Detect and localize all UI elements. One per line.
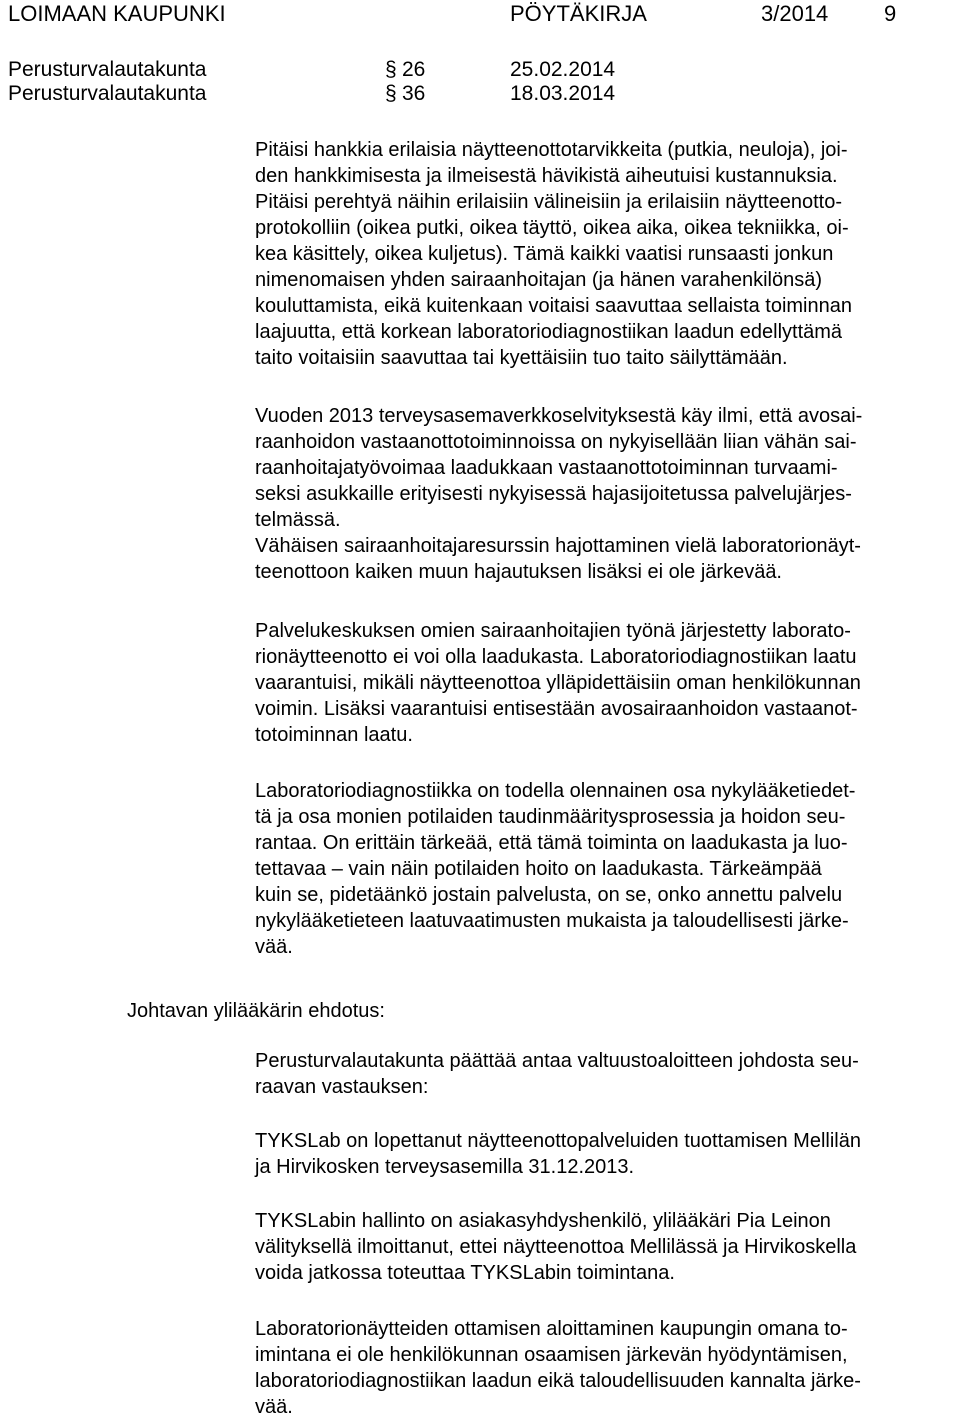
text-line: raanhoitajatyövoimaa laadukkaan vastaanottotoiminnan turvaami- (255, 457, 838, 479)
text-line: nimenomaisen yhden sairaanhoitajan (ja hänen varahenkilönsä) (255, 269, 823, 291)
text-line: välityksellä ilmoittanut, ettei näytteenottoa Mellilässä ja Hirvikoskella (255, 1236, 857, 1258)
section-symbol: § (385, 82, 397, 105)
text-line: vää. (255, 936, 293, 958)
page-number: 9 (884, 1, 897, 26)
section-number: 36 (402, 82, 426, 105)
section-symbol: § (385, 58, 397, 81)
text-line: imintana ei ole henkilökunnan osaamisen järkevän hyödyntämisen, (255, 1344, 848, 1366)
paragraph (255, 1128, 955, 1180)
text-line: TYKSLabin hallinto on asiakasyhdyshenkilö, ylilääkäri Pia Leinon (255, 1210, 831, 1232)
text-line: Vuoden 2013 terveysasemaverkkoselvityksestä käy ilmi, että avosai- (255, 405, 863, 427)
text-line: Perusturvalautakunta päättää antaa valtuustoaloitteen johdosta seu- (255, 1050, 859, 1072)
text-line: kouluttamista, eikä kuitenkaan voitaisi saavuttaa sellaista toiminnan (255, 295, 852, 317)
text-line: protokolliin (oikea putki, oikea täyttö, oikea aika, oikea tekniikka, oi- (255, 217, 849, 239)
committee-name: Perusturvalautakunta (8, 82, 207, 105)
text-line: den hankkimisesta ja ilmeisestä hävikistä aiheutuisi kustannuksia. (255, 165, 838, 187)
text-line: seksi asukkaille erityisesti nykyisessä hajasijoitetussa palvelujärjes- (255, 483, 852, 505)
text-line: vaarantuisi, mikäli näytteenottoa ylläpidettäisiin oman henkilökunnan (255, 672, 861, 694)
text-line: rionäytteenotto ei voi olla laadukasta. Laboratoriodiagnostiikan laatu (255, 646, 857, 668)
text-line: vää. (255, 1396, 293, 1418)
text-line: TYKSLab on lopettanut näytteenottopalveluiden tuottamisen Mellilän (255, 1130, 861, 1152)
text-line: Laboratoriodiagnostiikka on todella olennainen osa nykylääketiedet- (255, 780, 856, 802)
text-line: rantaa. On erittäin tärkeää, että tämä toiminta on laadukasta ja luo- (255, 832, 848, 854)
text-line: Palvelukeskuksen omien sairaanhoitajien työnä järjestetty laborato- (255, 620, 851, 642)
text-line: Pitäisi perehtyä näihin erilaisiin välineisiin ja erilaisiin näytteenotto- (255, 191, 842, 213)
text-line: Vähäisen sairaanhoitajaresurssin hajottaminen vielä laboratorionäyt- (255, 535, 861, 557)
text-line: raanhoidon vastaanottotoiminnoissa on nykyisellään liian vähän sai- (255, 431, 857, 453)
paragraph (255, 1048, 955, 1100)
text-line: raavan vastauksen: (255, 1076, 429, 1098)
text-line: laboratoriodiagnostiikan laadun eikä taloudellisuuden kannalta järke- (255, 1370, 861, 1392)
committee-name: Perusturvalautakunta (8, 58, 207, 81)
text-line: voimin. Lisäksi vaarantuisi entisestään avosairaanhoidon vastaanot- (255, 698, 858, 720)
text-line: Laboratorionäytteiden ottamisen aloittaminen kaupungin omana to- (255, 1318, 848, 1340)
text-line: laajuutta, että korkean laboratoriodiagnostiikan laadun edellyttämä (255, 321, 843, 343)
text-line: tä ja osa monien potilaiden taudinmääritysprosessia ja hoidon seu- (255, 806, 846, 828)
document-type: PÖYTÄKIRJA (510, 1, 647, 26)
text-line: kea käsittely, oikea kuljetus). Tämä kaikki vaatisi runsaasti jonkun (255, 243, 834, 265)
paragraph (255, 1316, 955, 1420)
paragraph (255, 778, 955, 960)
paragraph (255, 618, 955, 748)
text-line: teenottoon kaiken muun hajautuksen lisäksi ei ole järkevää. (255, 561, 782, 583)
text-line: kuin se, pidetäänkö jostain palvelusta, on se, onko annettu palvelu (255, 884, 843, 906)
paragraph (255, 403, 955, 585)
meeting-date: 18.03.2014 (510, 82, 616, 105)
text-line: totoiminnan laatu. (255, 724, 413, 746)
paragraph (255, 1208, 955, 1286)
text-line: tettavaa – vain näin potilaiden hoito on laadukasta. Tärkeämpää (255, 858, 822, 880)
text-line: nykylääketieteen laatuvaatimusten mukaista ja taloudellisesti järke- (255, 910, 849, 932)
section-number: 26 (402, 58, 426, 81)
meeting-date: 25.02.2014 (510, 58, 616, 81)
text-line: ja Hirvikosken terveysasemilla 31.12.2013. (255, 1156, 635, 1178)
text-line: Pitäisi hankkia erilaisia näytteenottotarvikkeita (putkia, neuloja), joi- (255, 139, 848, 161)
proposal-label: Johtavan ylilääkärin ehdotus: (127, 1000, 385, 1022)
text-line: telmässä. (255, 509, 341, 531)
text-line: taito voitaisiin saavuttaa tai kyettäisiin tuo taito säilyttämään. (255, 347, 788, 369)
paragraph (255, 137, 955, 371)
city-name: LOIMAAN KAUPUNKI (8, 1, 226, 26)
text-line: voida jatkossa toteuttaa TYKSLabin toimintana. (255, 1262, 675, 1284)
document-number: 3/2014 (761, 1, 829, 26)
